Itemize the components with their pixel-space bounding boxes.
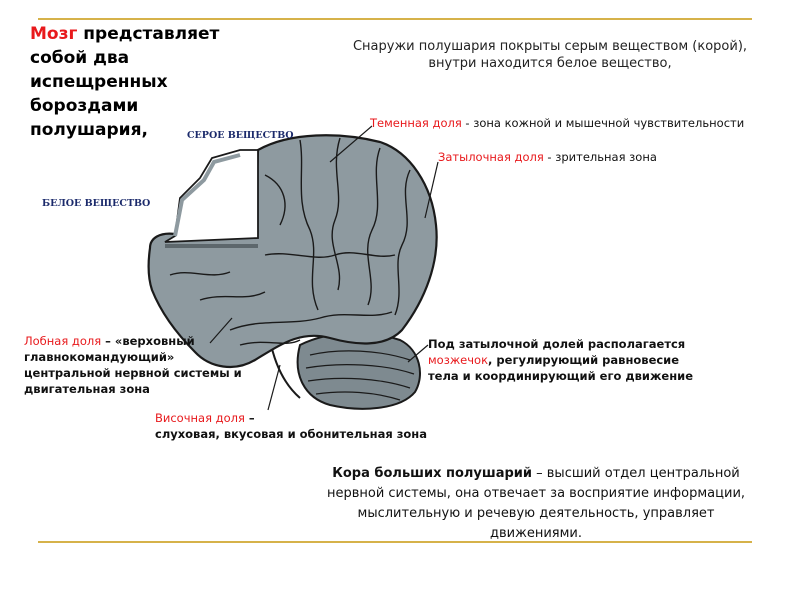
cerebellum-after: , регулирующий равновесие тела и координирующий его движение [428, 353, 694, 383]
parietal-lobe-name: Теменная доля [370, 116, 462, 130]
frontal-lobe-name: Лобная доля [24, 334, 102, 348]
frontal-lobe-desc: – «верховный главнокомандующий» центральной нервной системы и двигательная зона [24, 334, 242, 396]
temporal-lobe-label [155, 410, 455, 442]
frontal-lobe-label [24, 333, 264, 397]
cortex-term: Кора больших полушарий [332, 466, 532, 481]
cerebellum-name: мозжечок [428, 353, 489, 367]
parietal-lobe-label [370, 115, 790, 131]
title-highlight: Мозг [30, 24, 78, 44]
occipital-lobe-label [438, 149, 657, 165]
temporal-lobe-dash: – [244, 411, 255, 425]
title-rest: представляет собой два испещренных бороздами полушария, [30, 24, 220, 140]
cortex-rest: – высший отдел центральной нервной системы, она отвечает за восприятие информации, мыслительную и речевую деятельность, управляет движениями. [326, 466, 746, 541]
cortex-description [316, 464, 756, 544]
parietal-lobe-desc: - зона кожной и мышечной чувствительности [461, 116, 745, 130]
cerebellum-before: Под затылочной долей располагается [428, 337, 686, 351]
occipital-lobe-name: Затылочная доля [438, 150, 544, 164]
intro-text: Снаружи полушария покрыты серым веществом (корой), внутри находится белое вещество, [352, 39, 748, 71]
white-matter-label: БЕЛОЕ ВЕЩЕСТВО [42, 198, 151, 209]
temporal-lobe-desc: слуховая, вкусовая и обонительная зона [155, 427, 428, 441]
occipital-lobe-desc: - зрительная зона [543, 150, 657, 164]
cerebellum-label [428, 336, 698, 384]
temporal-lobe-name: Височная доля [155, 411, 245, 425]
gray-matter-label: СЕРОЕ ВЕЩЕСТВО [187, 130, 294, 141]
